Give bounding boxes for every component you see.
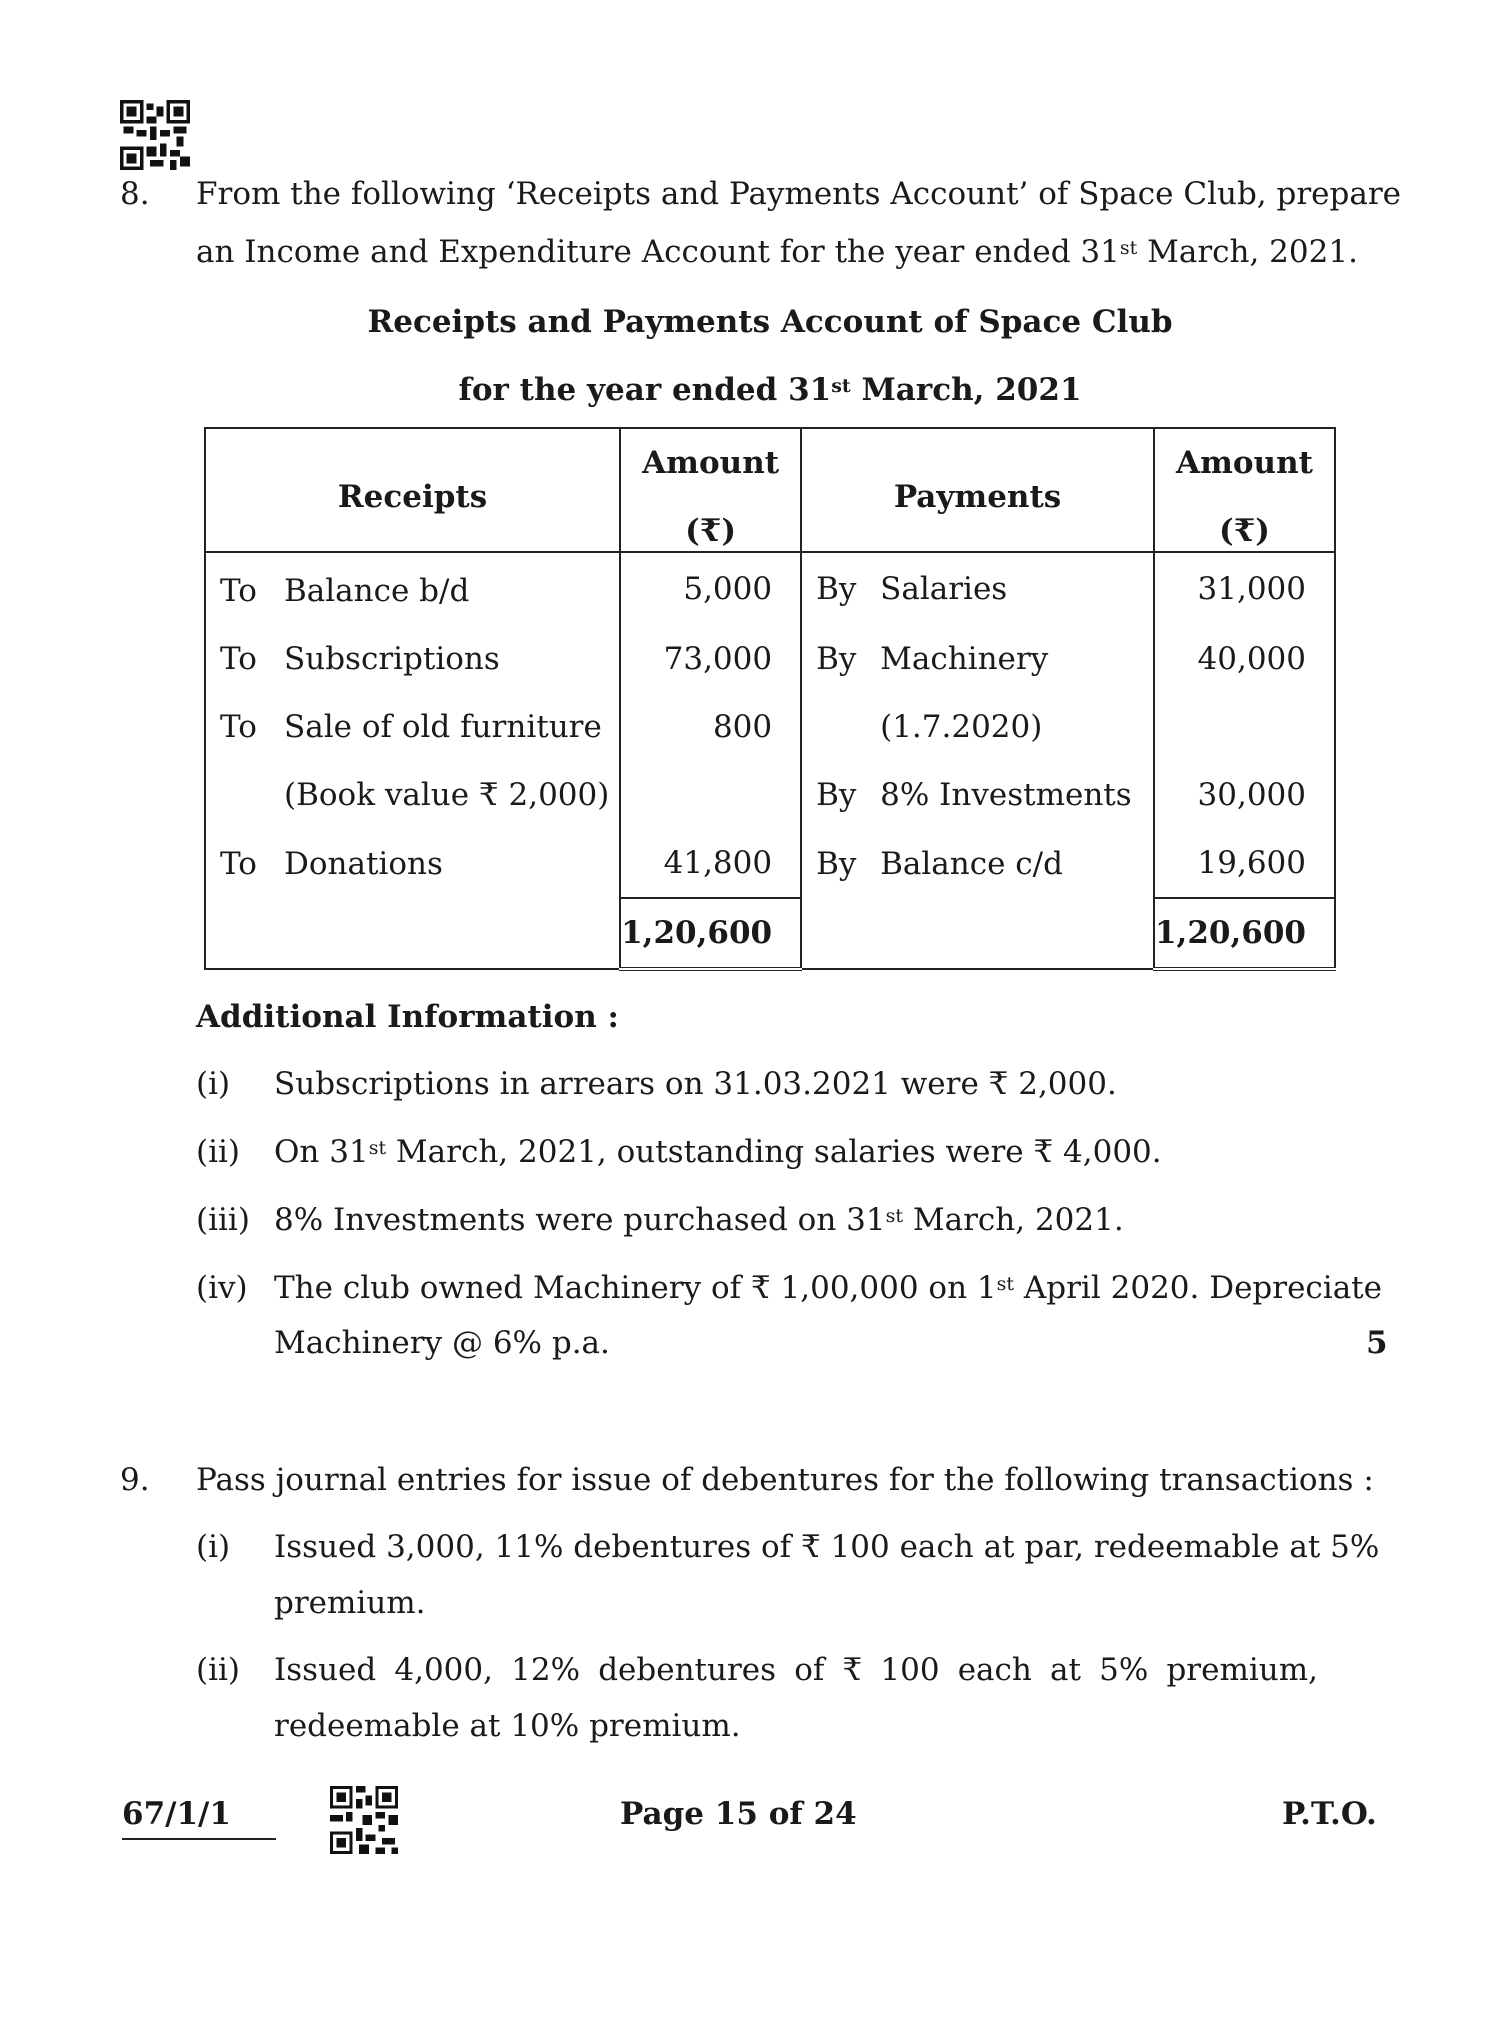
info-iv-text-end: April 2020. Depreciate [1014,1270,1382,1306]
info-text-ii [274,1132,1162,1172]
receipt-amount: 73,000 [620,625,801,693]
payment-text: Machinery [880,641,1049,677]
q9-item-i-line-1: Issued 3,000, 11% debentures of ₹ 100 each at par, redeemable at 5% [274,1529,1380,1565]
table-total-row [205,898,1335,969]
info-text-iii [274,1200,1124,1240]
please-turn-over: P.T.O. [1282,1796,1377,1832]
table-row [205,829,1335,898]
q9-item-ii-line-2: redeemable at 10% premium. [274,1708,741,1744]
payment-amount: 31,000 [1154,552,1335,625]
question-8-line-1: From the following ‘Receipts and Payments Account’ of Space Club, prepare [196,176,1402,212]
receipt-text: Sale of old furniture [284,709,602,745]
question-9-number: 9. [120,1462,150,1498]
receipt-text: Balance b/d [284,573,470,609]
info-text-i: Subscriptions in arrears on 31.03.2021 were ₹ 2,000. [274,1066,1117,1102]
receipt-amount [620,761,801,829]
subtitle-sup: st [831,375,851,397]
receipt-text: Donations [284,845,443,882]
header-amount-label: Amount [642,445,780,481]
receipt-prefix: To [220,573,257,609]
receipt-prefix: To [220,709,257,745]
receipts-payments-table [204,427,1336,971]
table-row [205,552,1335,625]
receipt-cell [205,761,620,829]
table-header-row [205,428,1335,552]
header-amount-label: Amount [1176,445,1313,481]
info-ii-text: On 31 [274,1134,369,1170]
payment-cell [801,829,1154,898]
info-label-i: (i) [196,1066,231,1102]
header-payments-label: Payments [893,479,1062,515]
payment-amount: 40,000 [1154,625,1335,693]
info-ii-sup: st [368,1137,387,1159]
header-receipts-label: Receipts [337,479,488,515]
receipts-total: 1,20,600 [620,898,801,969]
header-amount-payments [1154,428,1335,552]
info-iv-sup: st [996,1273,1015,1295]
payment-amount: 30,000 [1154,761,1335,829]
info-ii-text-end: March, 2021, outstanding salaries were ₹ 4,000. [386,1134,1162,1170]
qr-code-top [120,100,190,170]
payment-text: (1.7.2020) [880,709,1043,745]
paper-code-underline [122,1838,276,1840]
info-iv-text: The club owned Machinery of ₹ 1,00,000 on 1 [274,1270,997,1306]
payment-amount: 19,600 [1154,829,1335,898]
info-text-iv-line-2: Machinery @ 6% p.a. [274,1325,610,1361]
table-row [205,693,1335,761]
q8-line2-text-end: March, 2021. [1137,234,1358,270]
q8-line2-sup: st [1119,237,1138,259]
q8-line2-text: an Income and Expenditure Account for the year ended 31 [196,234,1120,270]
header-receipts [205,428,620,552]
question-8-marks: 5 [1366,1325,1388,1361]
account-title: Receipts and Payments Account of Space Club [367,304,1173,340]
header-payments [801,428,1154,552]
payment-prefix: By [816,845,857,882]
info-text-iv [274,1268,1382,1308]
payment-cell [801,761,1154,829]
additional-info-heading: Additional Information : [196,999,619,1035]
q9-label-i: (i) [196,1529,231,1565]
info-iii-sup: st [885,1205,904,1227]
receipt-cell [205,625,620,693]
receipt-text: (Book value ₹ 2,000) [284,777,610,813]
page-number: Page 15 of 24 [620,1796,857,1832]
receipt-cell [205,552,620,625]
paper-code: 67/1/1 [122,1796,231,1832]
receipt-cell [205,693,620,761]
subtitle-text-end: March, 2021 [850,372,1082,408]
receipt-prefix: To [220,641,257,677]
payments-total: 1,20,600 [1154,898,1335,969]
header-currency-label: (₹) [1219,513,1270,549]
info-label-ii: (ii) [196,1134,241,1170]
receipt-amount: 41,800 [620,829,801,898]
q9-label-ii: (ii) [196,1652,241,1688]
question-8-line-2 [196,232,1358,272]
receipt-text: Subscriptions [284,641,500,677]
receipt-total-empty [205,898,620,969]
q9-item-i-line-2: premium. [274,1585,426,1621]
payment-prefix: By [816,777,857,813]
receipt-cell [205,829,620,898]
info-label-iv: (iv) [196,1270,248,1306]
payment-text: Salaries [880,571,1008,607]
receipt-prefix: To [220,845,257,882]
info-iii-text: 8% Investments were purchased on 31 [274,1202,886,1238]
info-label-iii: (iii) [196,1202,250,1238]
payment-amount [1154,693,1335,761]
payment-text: Balance c/d [880,845,1063,882]
payment-total-empty [801,898,1154,969]
payment-cell [801,625,1154,693]
subtitle-text: for the year ended 31 [458,372,832,408]
table-row [205,761,1335,829]
header-currency-label: (₹) [685,513,737,549]
question-9-text: Pass journal entries for issue of debentures for the following transactions : [196,1462,1374,1498]
header-amount-receipts [620,428,801,552]
payment-prefix: By [816,641,857,677]
q9-item-ii-line-1: Issued 4,000, 12% debentures of ₹ 100 each at 5% premium, [274,1652,1318,1688]
info-iii-text-end: March, 2021. [903,1202,1124,1238]
question-8-number: 8. [120,176,150,212]
payment-cell [801,693,1154,761]
table-row [205,625,1335,693]
qr-code-footer [330,1786,398,1854]
account-subtitle [204,370,1336,410]
payment-prefix: By [816,571,857,607]
receipt-amount: 5,000 [620,552,801,625]
payment-text: 8% Investments [880,777,1132,813]
receipt-amount: 800 [620,693,801,761]
payment-cell [801,552,1154,625]
